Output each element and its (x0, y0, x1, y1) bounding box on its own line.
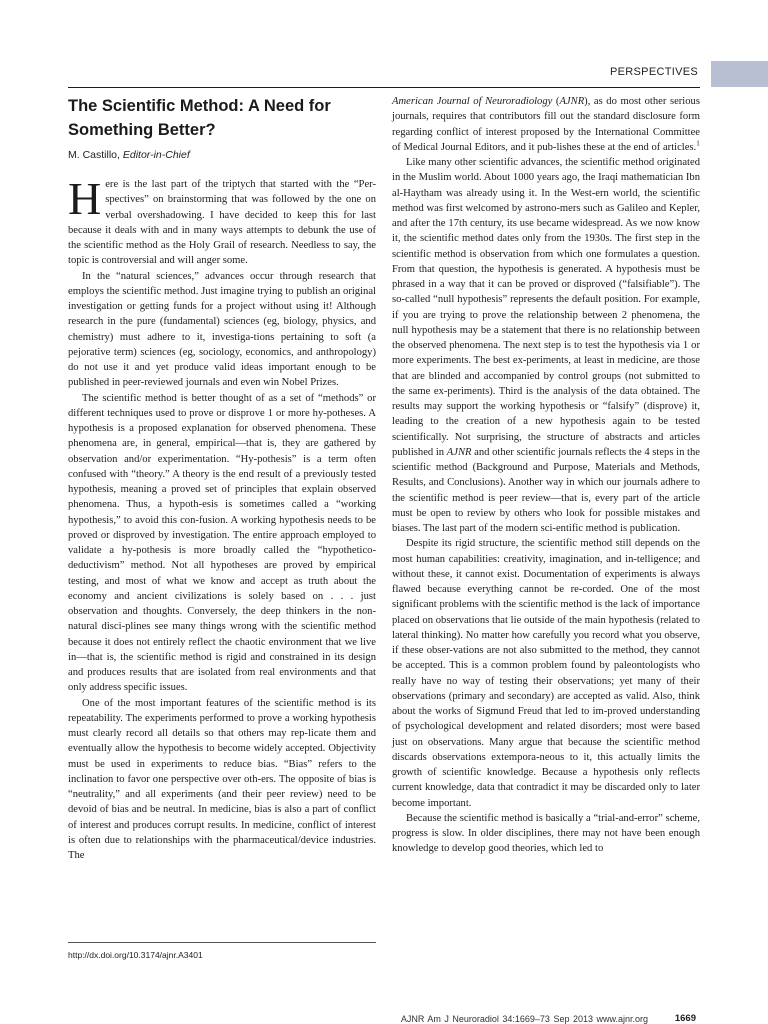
doi-link[interactable]: http://dx.doi.org/10.3174/ajnr.A3401 (68, 950, 203, 960)
journal-name: American Journal of Neuroradiology (392, 96, 553, 107)
page-number: 1669 (674, 1013, 696, 1024)
paragraph: Because the scientific method is basically a “trial-and-error” scheme, progress is slow. In older disciplines, there may not have been enough knowledge to develop good theories, which led to (392, 812, 700, 855)
author-name: M. Castillo, (68, 149, 120, 161)
author-line (68, 149, 190, 161)
reference-marker[interactable]: 1 (696, 139, 700, 148)
drop-cap: H (68, 173, 102, 224)
paragraph (392, 155, 700, 536)
paragraph (68, 173, 376, 269)
ajnr-abbrev: AJNR (446, 446, 472, 458)
author-role: Editor-in-Chief (122, 149, 190, 161)
paragraph: Despite its rigid structure, the scientific method still depends on the most human capabilities: creativity, imagination, and in-telligence; and without these, it cannot exist. Documentation of experiments is always flawed because everything cannot be re-corded. One of the most significant problems with the scientific method is the lack of importance placed on observations that lie outside of the main hypothesis (related to lateral thinking). No matter how carefully you record what you observe, if these obser-vations are not also submitted to the method, they cannot be accepted. This is a common problem found by paleontologists who really have no way of testing their observations; yet many of their observations (primary and secondary) are accepted as valid. Also, think about the works of Sigmund Freud that led to im-proved understanding of psychological development and related disorders; most were based just on observations. Many argue that because the scientific method discards observations extempora-neous to it, this actually limits the growth of scientific knowledge. Because a hypothesis only reflects current knowledge, data that contradict it may be discarded only to later become important. (392, 538, 700, 809)
paragraph: In the “natural sciences,” advances occur through research that employs the scientific method. Just imagine trying to publish an original investigation or getting funds for a project without using it! Although research in the pure (fundamental) sciences (eg, biology, physics, and chemistry) must adhere to it, investiga-tions pertaining to soft (a pejorative term) sciences (eg, sociology, economics, and anthropology) do not use it and yet produce valid ideas important enough to be published in peer-reviewed journals and even win Nobel Prizes. (68, 270, 376, 389)
paragraph-text: ere is the last part of the triptych that started with the “Per-spectives” on brainstorming that was followed by the one on verbal overshadowing. I have decided to keep this for last because it deals with and in many ways attempts to debunk the use of the scientific method as the Holy Grail of research. Needless to say, the topic is controversial and will anger some. (68, 179, 376, 267)
paragraph: The scientific method is better thought of as a set of “methods” or different techniques used to prove or disprove 1 or more hy-potheses. A hypothesis is a proposed explanation for observed phenomena. These phenomena are, in general, empirical—that is, they are gathered by observation and/or experimentation. “Hy-pothesis” is a term often confused with “theory.” A theory is the end result of a previously tested hypothesis, meaning a proved set of principles that explain observed phenomena. Thus, a hypoth-esis is sometimes called a “working hypothesis,” to avoid this con-fusion. A working hypothesis needs to be proved or disproved by investigation. The entire approach employed to validate a hy-pothesis is more broadly called the “hypothetico-deductivism” method. Not all hypotheses are proved by empirical testing, and most of what we know and accept as truth about the economy and ancient civilizations is solely based on . . . just observation and thoughts. Conversely, the deep thinkers in the non-natural disci-plines see many things wrong with the scientific method because it does not entirely reflect the chaotic environment that we live in—that is, the scientific method is rigid and constrained in its design and produces results that are isolated from real environments and that only address specific issues. (68, 392, 376, 694)
paren: ( (552, 96, 560, 107)
article-title: The Scientific Method: A Need for Something Better? (68, 97, 331, 139)
ajnr-abbrev: AJNR (559, 96, 585, 107)
paragraph (392, 94, 700, 155)
right-column (392, 94, 700, 857)
footnote-rule (68, 942, 376, 943)
header-rule (68, 87, 700, 88)
section-tab-block (711, 61, 768, 87)
paragraph: One of the most important features of the scientific method is its repeatability. The experiments performed to prove a working hypothesis must clearly record all details so that others may rep-licate them and eventually allow the hypothesis to become widely accepted. Objectivity must be used in experiments to reduce bias. “Bias” refers to the inclination to favor one perspective over oth-ers. The opposite of bias is “neutrality,” and all experiments (and their peer review) need to be devoid of bias and be neutral. In medicine, bias is also a part of conflict of interest and produces corrupt results. In medicine, conflict of interest is often due to relationships with the pharmaceutical/device industries. The (68, 697, 376, 861)
left-column (68, 173, 376, 863)
paragraph-text: Like many other scientific advances, the scientific method originated in the Muslim world. About 1000 years ago, the Iraqi mathematician Ibn al-Haytham was already using it. In the West-ern world, the scientific method was first welcomed by astrono-mers such as Galileo and Kepler, and after the 17th century, its use became widespread. As we now know it, the scientific method dates only from the 1930s. The first step in the scientific method is observation from which one formulates a question. From that question, the hypothesis is generated. A hypothesis must be phrased in a way that it can be proved or disproved (“falsifiable”). The so-called “null hypothesis” represents the default position. For example, if you are trying to prove the relationship between 2 phenomena, the null hypothesis may be a statement that there is no relationship between the observed phenomena. The next step is to test the hypothesis via 1 or more experiments. The best ex-periments, at least in medicine, are those that are blinded and accompanied by control groups (not submitted to the same ex-periments). Third is the analysis of the data obtained. The results may support the working hypothesis or “falsify” (disprove) it, leading to the creation of a new hypothesis again to be tested scientifically. Not surprising, the structure of abstracts and articles published in (392, 157, 700, 458)
section-label: PERSPECTIVES (610, 66, 698, 78)
paragraph-text: ), as do most other serious journals, requires that contributors fill out the standard disclosure form regarding conflict of interest proposed by the International Committee of Medical Journal Editors, and it pub-lishes these at the end of articles. (392, 96, 700, 153)
footer-citation: AJNR Am J Neuroradiol 34:1669–73 Sep 2013 www.ajnr.org (400, 1014, 648, 1024)
paragraph-text: and other scientific journals reflects the 4 steps in the scientific method (Background and Purpose, Materials and Methods, Results, and Conclusions). Another way in which our journals adhere to the scientific method is peer review—that is, every part of the article must be open to review by others who look for possible mistakes and biases. The last part of the modern sci-entific method is publication. (392, 446, 700, 534)
